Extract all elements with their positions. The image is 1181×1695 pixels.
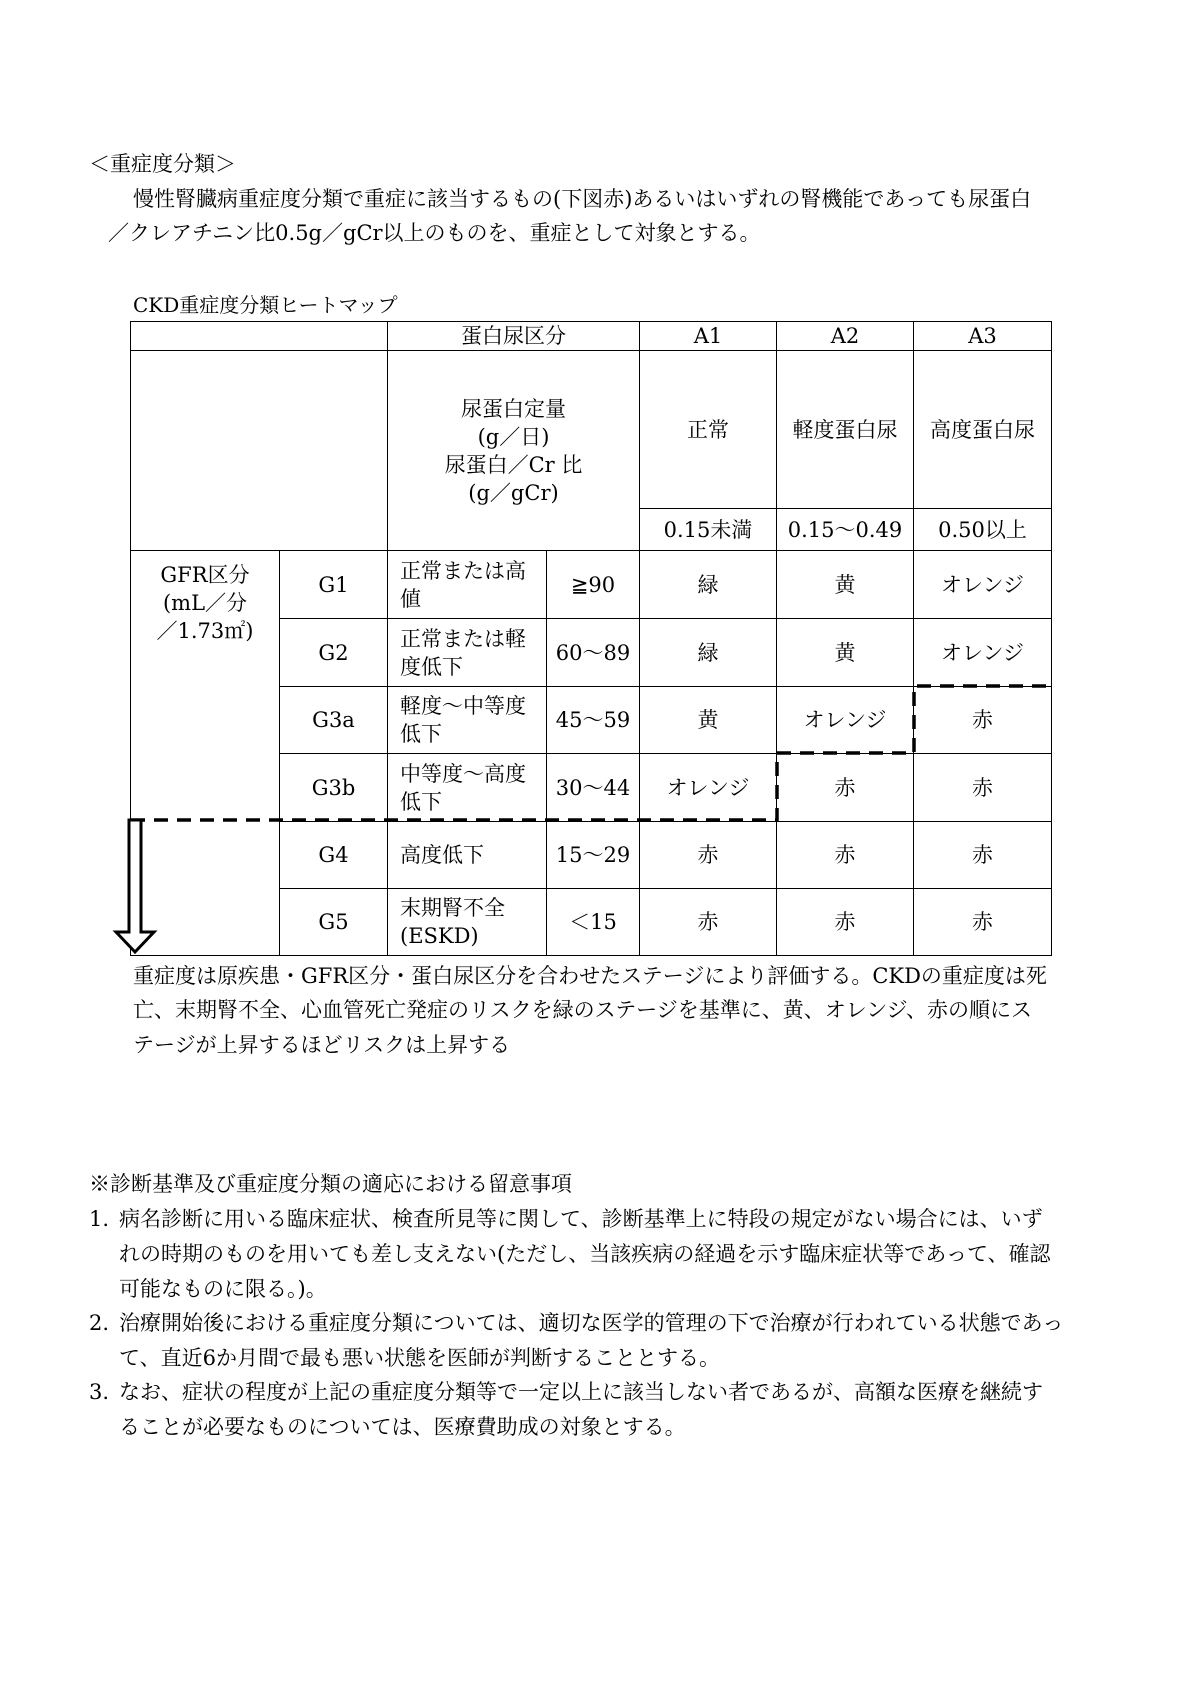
- gfr-range: 60～89: [547, 619, 640, 687]
- gfr-range: 15～29: [547, 822, 640, 889]
- intro-line-2: ／クレアチニン比0.5g／gCr以上のものを、重症として対象とする。: [108, 221, 761, 245]
- remark-number: 1.: [89, 1207, 110, 1231]
- heatmap-cell: オレンジ: [914, 551, 1052, 619]
- remark-number: 2.: [89, 1311, 110, 1335]
- stage-description: 軽度～中等度 低下: [388, 687, 547, 754]
- measure-line: 尿蛋白定量: [461, 396, 566, 421]
- column-header-a2: A2: [777, 322, 914, 351]
- remark-number: 3.: [89, 1380, 110, 1404]
- column-range: 0.50以上: [914, 509, 1052, 551]
- note-line: 亡、末期腎不全、心血管死亡発症のリスクを緑のステージを基準に、黄、オレンジ、赤の順にス: [133, 998, 1033, 1022]
- intro-line-1: 慢性腎臓病重症度分類で重症に該当するもの(下図赤)あるいはいずれの腎機能であっても尿蛋白: [133, 187, 1032, 211]
- column-label: 正常: [640, 351, 777, 509]
- stage: G3b: [280, 754, 388, 822]
- column-range: 0.15未満: [640, 509, 777, 551]
- heatmap-cell: オレンジ: [777, 687, 914, 754]
- table-caption: CKD重症度分類ヒートマップ: [133, 293, 398, 317]
- measure-cell: [388, 351, 640, 551]
- heatmap-cell: 赤: [777, 754, 914, 822]
- heatmap-cell: 黄: [777, 619, 914, 687]
- section-heading: ＜重症度分類＞: [89, 152, 236, 176]
- remarks-heading: ※診断基準及び重症度分類の適応における留意事項: [89, 1172, 572, 1196]
- heatmap-cell: オレンジ: [914, 619, 1052, 687]
- gfr-range: ≧90: [547, 551, 640, 619]
- column-range: 0.15～0.49: [777, 509, 914, 551]
- stage-description: 末期腎不全 (ESKD): [388, 889, 547, 956]
- gfr-range: 45～59: [547, 687, 640, 754]
- blank-header-cell: [131, 322, 388, 351]
- heatmap-cell: 赤: [914, 687, 1052, 754]
- note-line: 重症度は原疾患・GFR区分・蛋白尿区分を合わせたステージにより評価する。CKDの重症度は死: [133, 964, 1047, 988]
- blank-cell: [131, 351, 388, 551]
- stage-description: 高度低下: [388, 822, 547, 889]
- heatmap-cell: 赤: [914, 889, 1052, 956]
- heatmap-cell: 赤: [777, 822, 914, 889]
- proteinuria-header: 蛋白尿区分: [388, 322, 640, 351]
- heatmap-cell: 赤: [640, 889, 777, 956]
- gfr-label-cell: [131, 551, 280, 956]
- gfr-label-line: GFR区分: [160, 563, 250, 587]
- stage: G3a: [280, 687, 388, 754]
- heatmap-cell: 赤: [914, 822, 1052, 889]
- remark-item: 1. 病名診断に用いる臨床症状、検査所見等に関して、診断基準上に特段の規定がない場合には、いず れの時期のものを用いても差し支えない(ただし、当該疾病の経過を示す臨床症状等であって、確認 可能なものに限る。)。: [89, 1202, 1089, 1307]
- heatmap-cell: 赤: [640, 822, 777, 889]
- column-header-a1: A1: [640, 322, 777, 351]
- stage: G5: [280, 889, 388, 956]
- stage-description: 正常または高 値: [388, 551, 547, 619]
- heatmap-cell: 緑: [640, 619, 777, 687]
- gfr-range: 30～44: [547, 754, 640, 822]
- gfr-range: ＜15: [547, 889, 640, 956]
- stage-description: 中等度～高度 低下: [388, 754, 547, 822]
- measure-line: 尿蛋白／Cr 比: [444, 452, 583, 477]
- ckd-heatmap-table: [130, 321, 1052, 956]
- stage: G4: [280, 822, 388, 889]
- heatmap-cell: 赤: [914, 754, 1052, 822]
- stage: G1: [280, 551, 388, 619]
- column-label: 高度蛋白尿: [914, 351, 1052, 509]
- stage: G2: [280, 619, 388, 687]
- heatmap-cell: 赤: [777, 889, 914, 956]
- column-header-a3: A3: [914, 322, 1052, 351]
- measure-line: (g／gCr): [468, 480, 559, 505]
- heatmap-cell: 緑: [640, 551, 777, 619]
- heatmap-cell: 黄: [640, 687, 777, 754]
- heatmap-cell: 黄: [777, 551, 914, 619]
- stage-description: 正常または軽 度低下: [388, 619, 547, 687]
- heatmap-cell: オレンジ: [640, 754, 777, 822]
- remark-item: 2. 治療開始後における重症度分類については、適切な医学的管理の下で治療が行われている状態であっ て、直近6か月間で最も悪い状態を医師が判断することとする。: [89, 1306, 1089, 1376]
- remark-item: 3. なお、症状の程度が上記の重症度分類等で一定以上に該当しない者であるが、高額な医療を継続す ることが必要なものについては、医療費助成の対象とする。: [89, 1375, 1089, 1445]
- gfr-label-line: ／1.73㎡): [156, 619, 254, 643]
- column-label: 軽度蛋白尿: [777, 351, 914, 509]
- gfr-label-line: (mL／分: [162, 591, 248, 615]
- measure-line: (g／日): [477, 424, 550, 449]
- note-line: テージが上昇するほどリスクは上昇する: [133, 1033, 511, 1057]
